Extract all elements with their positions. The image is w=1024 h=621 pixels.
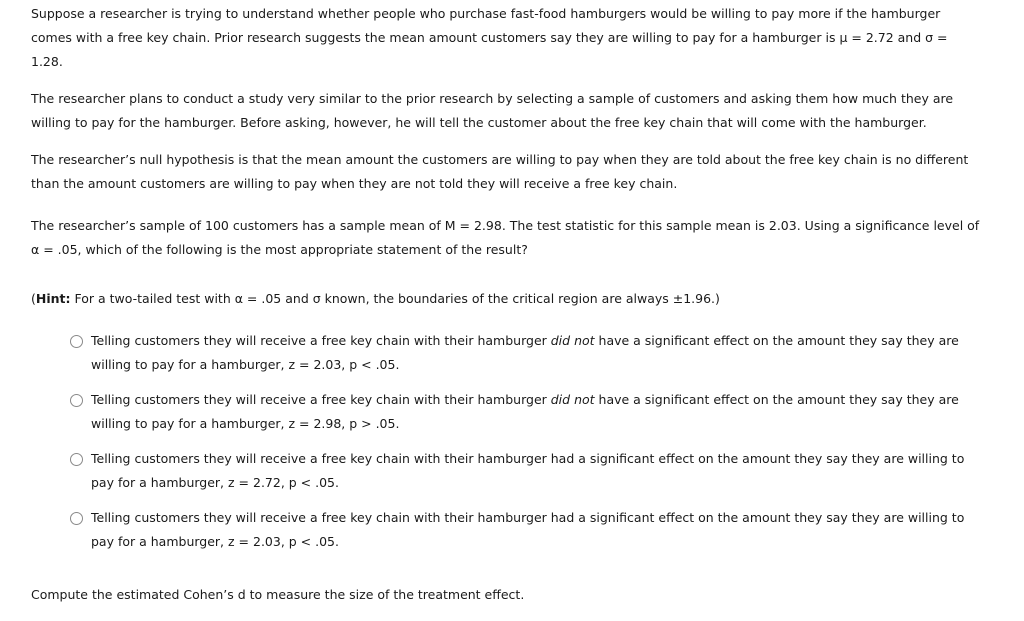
question-paragraph-3: The researcher’s null hypothesis is that the mean amount the customers are willing to pay when they are told about the free key chain is no different than the amount customers are willing to pay when they are not told they will receive a free key chain. bbox=[31, 152, 969, 191]
answer-option-label[interactable]: Telling customers they will receive a free key chain with their hamburger did not have a significant effect on the amount they say they are willing to pay for a hamburger, z = 2.98, p > .05. bbox=[91, 392, 959, 431]
question-paragraph-1: Suppose a researcher is trying to understand whether people who purchase fast-food hamburgers would be willing to pay more if the hamburger comes with a free key chain. Prior research suggests the mean amount customers say they are willing to pay for a hamburger is μ = 2.72 and σ = 1.28. bbox=[31, 6, 948, 69]
answer-option-label[interactable]: Telling customers they will receive a free key chain with their hamburger did not have a significant effect on the amount they say they are willing to pay for a hamburger, z = 2.03, p < .05. bbox=[91, 333, 959, 372]
hint bbox=[31, 287, 981, 311]
radio-button[interactable] bbox=[70, 394, 83, 407]
hint-text: For a two-tailed test with α = .05 and σ known, the boundaries of the critical region are always ±1.96.) bbox=[70, 291, 720, 306]
hint-open: ( bbox=[31, 291, 36, 306]
radio-button[interactable] bbox=[70, 453, 83, 466]
followup-question: Compute the estimated Cohen’s d to measure the size of the treatment effect. bbox=[31, 587, 525, 602]
radio-button[interactable] bbox=[70, 512, 83, 525]
hint-label: Hint: bbox=[35, 291, 71, 306]
answer-option-label[interactable]: Telling customers they will receive a free key chain with their hamburger had a significant effect on the amount they say they are willing to pay for a hamburger, z = 2.03, p < .05. bbox=[91, 510, 965, 549]
question-paragraph-2: The researcher plans to conduct a study very similar to the prior research by selecting a sample of customers and asking them how much they are willing to pay for the hamburger. Before asking, however, he will tell the customer about the free key chain that will come with the hamburger. bbox=[31, 91, 954, 130]
radio-button[interactable] bbox=[70, 335, 83, 348]
question-paragraph-4: The researcher’s sample of 100 customers has a sample mean of M = 2.98. The test statistic for this sample mean is 2.03. Using a significance level of α = .05, which of the following is the most appropriate statement of the result? bbox=[31, 218, 980, 257]
answer-option-label[interactable]: Telling customers they will receive a free key chain with their hamburger had a significant effect on the amount they say they are willing to pay for a hamburger, z = 2.72, p < .05. bbox=[91, 451, 965, 490]
